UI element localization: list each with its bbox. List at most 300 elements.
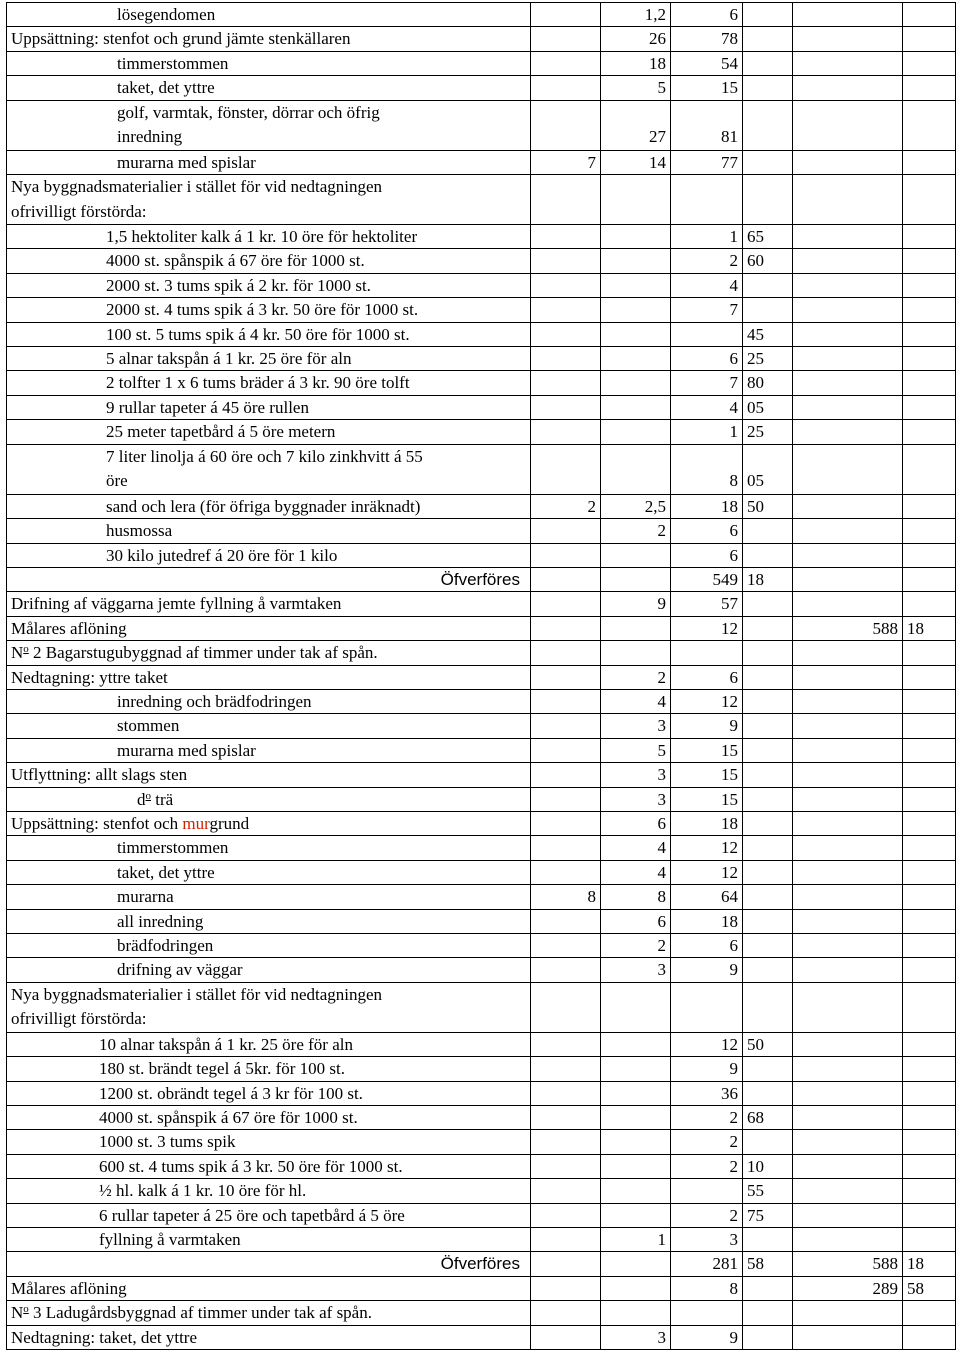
amount-cell-b [601, 1130, 671, 1154]
amount-cell-c: 281 [671, 1252, 743, 1276]
amount-cell-b: 2 [601, 934, 671, 958]
amount-cell-d [743, 175, 793, 225]
amount-cell-e [793, 371, 903, 395]
table-row [7, 249, 956, 273]
table-row [7, 347, 956, 371]
row-description: 25 meter tapetbård á 5 öre metern [7, 420, 531, 444]
row-description: 10 alnar takspån á 1 kr. 25 öre för aln [7, 1032, 531, 1056]
amount-cell-b: 6 [601, 909, 671, 933]
amount-cell-b [601, 444, 671, 494]
amount-cell-f [903, 249, 956, 273]
amount-cell-f [903, 1106, 956, 1130]
amount-cell-f [903, 543, 956, 567]
amount-cell-e [793, 567, 903, 591]
table-row [7, 1179, 956, 1203]
amount-cell-b [601, 543, 671, 567]
amount-cell-e [793, 787, 903, 811]
row-description: fyllning å varmtaken [7, 1228, 531, 1252]
amount-cell-c: 2 [671, 1106, 743, 1130]
table-row [7, 371, 956, 395]
amount-cell-b [601, 175, 671, 225]
amount-cell-c: 9 [671, 958, 743, 982]
amount-cell-e [793, 1081, 903, 1105]
amount-cell-e: 588 [793, 616, 903, 640]
table-row [7, 689, 956, 713]
amount-cell-c: 6 [671, 3, 743, 27]
amount-cell-a [531, 787, 601, 811]
table-row [7, 395, 956, 419]
superscript: o [23, 643, 29, 656]
amount-cell-d [743, 273, 793, 297]
amount-cell-e: 289 [793, 1276, 903, 1300]
table-row [7, 958, 956, 982]
amount-cell-d [743, 787, 793, 811]
amount-cell-b: 4 [601, 860, 671, 884]
row-description: 4000 st. spånspik á 67 öre för 1000 st. [7, 1106, 531, 1130]
amount-cell-e [793, 273, 903, 297]
amount-cell-a [531, 298, 601, 322]
row-description: 2000 st. 4 tums spik á 3 kr. 50 öre för 1000 st. [7, 298, 531, 322]
table-row [7, 444, 956, 494]
amount-cell-c: 81 [671, 100, 743, 150]
amount-cell-b: 4 [601, 836, 671, 860]
row-description: 180 st. brändt tegel á 5kr. för 100 st. [7, 1057, 531, 1081]
amount-cell-e [793, 543, 903, 567]
amount-cell-c: 6 [671, 665, 743, 689]
amount-cell-e [793, 76, 903, 100]
amount-cell-b: 1 [601, 1228, 671, 1252]
amount-cell-f [903, 1203, 956, 1227]
amount-cell-c: 549 [671, 567, 743, 591]
amount-cell-e [793, 3, 903, 27]
amount-cell-c: 2 [671, 1130, 743, 1154]
amount-cell-c: 18 [671, 909, 743, 933]
amount-cell-e [793, 1057, 903, 1081]
amount-cell-f [903, 298, 956, 322]
amount-cell-c: 18 [671, 811, 743, 835]
amount-cell-a [531, 175, 601, 225]
amount-cell-f [903, 3, 956, 27]
amount-cell-d [743, 811, 793, 835]
amount-cell-f [903, 150, 956, 174]
table-row [7, 1301, 956, 1325]
amount-cell-b: 1,2 [601, 3, 671, 27]
amount-cell-c: 6 [671, 934, 743, 958]
table-row [7, 738, 956, 762]
amount-cell-d [743, 1081, 793, 1105]
table-row [7, 322, 956, 346]
amount-cell-f [903, 787, 956, 811]
amount-cell-a [531, 1081, 601, 1105]
amount-cell-c: 7 [671, 298, 743, 322]
amount-cell-c: 1 [671, 225, 743, 249]
amount-cell-b [601, 225, 671, 249]
amount-cell-b [601, 1252, 671, 1276]
amount-cell-a [531, 665, 601, 689]
row-description: Uppsättning: stenfot och murgrund [7, 811, 531, 835]
row-description: Öfverföres [7, 567, 531, 591]
amount-cell-b: 3 [601, 1325, 671, 1349]
amount-cell-a [531, 1301, 601, 1325]
amount-cell-d: 50 [743, 1032, 793, 1056]
table-row [7, 1081, 956, 1105]
row-description: Nya byggnadsmaterialier i stället för vid nedtagningen ofrivilligt förstörda: [7, 175, 531, 225]
amount-cell-a [531, 51, 601, 75]
table-row [7, 567, 956, 591]
amount-cell-a [531, 1276, 601, 1300]
amount-cell-c: 15 [671, 763, 743, 787]
amount-cell-c: 12 [671, 616, 743, 640]
amount-cell-b: 9 [601, 592, 671, 616]
amount-cell-e [793, 763, 903, 787]
amount-cell-d: 10 [743, 1154, 793, 1178]
amount-cell-a [531, 1106, 601, 1130]
amount-cell-e [793, 689, 903, 713]
amount-cell-a [531, 249, 601, 273]
table-row [7, 885, 956, 909]
amount-cell-a [531, 100, 601, 150]
amount-cell-d [743, 958, 793, 982]
table-row [7, 1203, 956, 1227]
row-description: 2000 st. 3 tums spik á 2 kr. för 1000 st. [7, 273, 531, 297]
row-description: ½ hl. kalk á 1 kr. 10 öre för hl. [7, 1179, 531, 1203]
amount-cell-e [793, 592, 903, 616]
row-description: taket, det yttre [7, 860, 531, 884]
amount-cell-f [903, 811, 956, 835]
amount-cell-e [793, 225, 903, 249]
row-description: 5 alnar takspån á 1 kr. 25 öre för aln [7, 347, 531, 371]
amount-cell-f [903, 738, 956, 762]
amount-cell-d [743, 885, 793, 909]
table-row [7, 273, 956, 297]
table-row [7, 1130, 956, 1154]
amount-cell-c: 12 [671, 836, 743, 860]
amount-cell-c [671, 641, 743, 665]
table-row [7, 665, 956, 689]
amount-cell-a: 2 [531, 494, 601, 518]
amount-cell-b [601, 982, 671, 1032]
amount-cell-e [793, 1228, 903, 1252]
amount-cell-a [531, 1154, 601, 1178]
amount-cell-c: 12 [671, 1032, 743, 1056]
amount-cell-c: 18 [671, 494, 743, 518]
amount-cell-a: 7 [531, 150, 601, 174]
row-description: brädfodringen [7, 934, 531, 958]
amount-cell-e [793, 347, 903, 371]
amount-cell-c [671, 322, 743, 346]
amount-cell-f [903, 641, 956, 665]
amount-cell-a [531, 1179, 601, 1203]
table-row [7, 934, 956, 958]
amount-cell-e [793, 982, 903, 1032]
amount-cell-f [903, 225, 956, 249]
amount-cell-d [743, 519, 793, 543]
amount-cell-b [601, 641, 671, 665]
highlighted-text: mur [182, 813, 210, 833]
amount-cell-d [743, 860, 793, 884]
amount-cell-f [903, 322, 956, 346]
amount-cell-a [531, 1228, 601, 1252]
amount-cell-d [743, 51, 793, 75]
amount-cell-f [903, 934, 956, 958]
table-row [7, 1252, 956, 1276]
amount-cell-b: 2 [601, 665, 671, 689]
amount-cell-f [903, 567, 956, 591]
ledger-table [6, 2, 956, 1350]
amount-cell-b [601, 347, 671, 371]
amount-cell-d [743, 1057, 793, 1081]
amount-cell-a [531, 225, 601, 249]
amount-cell-a [531, 420, 601, 444]
amount-cell-e [793, 909, 903, 933]
amount-cell-c: 57 [671, 592, 743, 616]
amount-cell-c: 4 [671, 273, 743, 297]
amount-cell-f [903, 909, 956, 933]
amount-cell-b [601, 1276, 671, 1300]
amount-cell-a [531, 592, 601, 616]
row-description: all inredning [7, 909, 531, 933]
amount-cell-a [531, 958, 601, 982]
table-row [7, 1032, 956, 1056]
amount-cell-f [903, 714, 956, 738]
amount-cell-f: 18 [903, 1252, 956, 1276]
table-row [7, 51, 956, 75]
amount-cell-b: 5 [601, 738, 671, 762]
amount-cell-d [743, 150, 793, 174]
amount-cell-d [743, 298, 793, 322]
amount-cell-a [531, 763, 601, 787]
amount-cell-d [743, 934, 793, 958]
amount-cell-b: 8 [601, 885, 671, 909]
amount-cell-f [903, 982, 956, 1032]
row-description: Nedtagning: yttre taket [7, 665, 531, 689]
row-description: Uppsättning: stenfot och grund jämte stenkällaren [7, 27, 531, 51]
amount-cell-d [743, 1325, 793, 1349]
amount-cell-b [601, 1032, 671, 1056]
row-description: stommen [7, 714, 531, 738]
table-row [7, 225, 956, 249]
amount-cell-f [903, 1057, 956, 1081]
amount-cell-b: 2,5 [601, 494, 671, 518]
amount-cell-f [903, 371, 956, 395]
row-description: $N^o$ 2 Bagarstugubyggnad af timmer under tak af spån. [7, 641, 531, 665]
row-description: 600 st. 4 tums spik á 3 kr. 50 öre för 1000 st. [7, 1154, 531, 1178]
amount-cell-e [793, 1130, 903, 1154]
amount-cell-c: 1 [671, 420, 743, 444]
row-description: Målares aflöning [7, 616, 531, 640]
amount-cell-a [531, 860, 601, 884]
amount-cell-d [743, 616, 793, 640]
amount-cell-c: 3 [671, 1228, 743, 1252]
amount-cell-c: 77 [671, 150, 743, 174]
table-row [7, 150, 956, 174]
amount-cell-e [793, 738, 903, 762]
amount-cell-a [531, 1203, 601, 1227]
amount-cell-d: 45 [743, 322, 793, 346]
amount-cell-f [903, 347, 956, 371]
row-description: $N^o$ 3 Ladugårdsbyggnad af timmer under tak af spån. [7, 1301, 531, 1325]
amount-cell-e [793, 494, 903, 518]
amount-cell-a [531, 909, 601, 933]
amount-cell-c: 9 [671, 714, 743, 738]
amount-cell-d [743, 689, 793, 713]
amount-cell-d [743, 543, 793, 567]
amount-cell-d: 55 [743, 1179, 793, 1203]
amount-cell-b: 6 [601, 811, 671, 835]
amount-cell-b [601, 1106, 671, 1130]
ledger-body [7, 3, 956, 1350]
table-row [7, 27, 956, 51]
table-row [7, 787, 956, 811]
table-row [7, 592, 956, 616]
amount-cell-a [531, 836, 601, 860]
amount-cell-d: 25 [743, 420, 793, 444]
amount-cell-e [793, 1032, 903, 1056]
amount-cell-f [903, 420, 956, 444]
amount-cell-e [793, 420, 903, 444]
amount-cell-c [671, 1301, 743, 1325]
table-row [7, 909, 956, 933]
amount-cell-c: 6 [671, 543, 743, 567]
amount-cell-e [793, 811, 903, 835]
table-row [7, 1106, 956, 1130]
amount-cell-a [531, 616, 601, 640]
amount-cell-b [601, 1154, 671, 1178]
superscript: o [23, 1303, 29, 1316]
amount-cell-f [903, 885, 956, 909]
amount-cell-f [903, 1179, 956, 1203]
amount-cell-a [531, 322, 601, 346]
amount-cell-c [671, 982, 743, 1032]
amount-cell-c: 15 [671, 787, 743, 811]
amount-cell-c: 7 [671, 371, 743, 395]
row-description: 100 st. 5 tums spik á 4 kr. 50 öre för 1000 st. [7, 322, 531, 346]
amount-cell-b: 27 [601, 100, 671, 150]
amount-cell-c: 36 [671, 1081, 743, 1105]
row-description: taket, det yttre [7, 76, 531, 100]
amount-cell-b [601, 616, 671, 640]
row-description: Målares aflöning [7, 1276, 531, 1300]
table-row [7, 1228, 956, 1252]
amount-cell-e [793, 641, 903, 665]
amount-cell-b [601, 1301, 671, 1325]
amount-cell-b: 3 [601, 714, 671, 738]
amount-cell-a [531, 641, 601, 665]
amount-cell-b [601, 567, 671, 591]
table-row [7, 543, 956, 567]
amount-cell-b: 18 [601, 51, 671, 75]
amount-cell-b: 4 [601, 689, 671, 713]
amount-cell-a [531, 76, 601, 100]
amount-cell-a [531, 519, 601, 543]
amount-cell-c: 2 [671, 249, 743, 273]
amount-cell-d: 75 [743, 1203, 793, 1227]
amount-cell-e [793, 836, 903, 860]
amount-cell-b [601, 1057, 671, 1081]
row-description: Nya byggnadsmaterialier i stället för vid nedtagningen ofrivilligt förstörda: [7, 982, 531, 1032]
amount-cell-f [903, 76, 956, 100]
amount-cell-b [601, 1081, 671, 1105]
table-row [7, 1057, 956, 1081]
row-description: lösegendomen [7, 3, 531, 27]
row-description: 2 tolfter 1 x 6 tums bräder á 3 kr. 90 öre tolft [7, 371, 531, 395]
amount-cell-a [531, 395, 601, 419]
table-row [7, 763, 956, 787]
amount-cell-f [903, 395, 956, 419]
row-description: timmerstommen [7, 51, 531, 75]
amount-cell-c: 78 [671, 27, 743, 51]
amount-cell-e [793, 395, 903, 419]
amount-cell-f [903, 51, 956, 75]
row-description: timmerstommen [7, 836, 531, 860]
amount-cell-d [743, 909, 793, 933]
amount-cell-a [531, 1252, 601, 1276]
amount-cell-d [743, 763, 793, 787]
amount-cell-f [903, 665, 956, 689]
amount-cell-c: 54 [671, 51, 743, 75]
amount-cell-f [903, 519, 956, 543]
amount-cell-d [743, 836, 793, 860]
row-description: inredning och brädfodringen [7, 689, 531, 713]
amount-cell-a [531, 347, 601, 371]
amount-cell-d [743, 982, 793, 1032]
amount-cell-e [793, 27, 903, 51]
amount-cell-f [903, 860, 956, 884]
amount-cell-c: 9 [671, 1325, 743, 1349]
amount-cell-a [531, 371, 601, 395]
amount-cell-a [531, 689, 601, 713]
row-description: 9 rullar tapeter á 45 öre rullen [7, 395, 531, 419]
amount-cell-b: 3 [601, 787, 671, 811]
amount-cell-b [601, 249, 671, 273]
amount-cell-d: 05 [743, 395, 793, 419]
amount-cell-e [793, 958, 903, 982]
amount-cell-a [531, 1057, 601, 1081]
table-row [7, 836, 956, 860]
amount-cell-c: 64 [671, 885, 743, 909]
amount-cell-f [903, 592, 956, 616]
amount-cell-f [903, 1154, 956, 1178]
amount-cell-b: 3 [601, 763, 671, 787]
amount-cell-f [903, 836, 956, 860]
row-description: 7 liter linolja á 60 öre och 7 kilo zinkhvitt á 55 öre [7, 444, 531, 494]
amount-cell-c: 8 [671, 1276, 743, 1300]
amount-cell-c: 6 [671, 347, 743, 371]
table-row [7, 519, 956, 543]
amount-cell-a [531, 1130, 601, 1154]
amount-cell-a [531, 444, 601, 494]
amount-cell-b [601, 298, 671, 322]
amount-cell-f [903, 1130, 956, 1154]
table-row [7, 1325, 956, 1349]
table-row [7, 982, 956, 1032]
amount-cell-b [601, 273, 671, 297]
amount-cell-c: 4 [671, 395, 743, 419]
amount-cell-b [601, 371, 671, 395]
amount-cell-d: 58 [743, 1252, 793, 1276]
amount-cell-d [743, 641, 793, 665]
amount-cell-e [793, 100, 903, 150]
amount-cell-b: 14 [601, 150, 671, 174]
amount-cell-a [531, 934, 601, 958]
row-description: drifning av väggar [7, 958, 531, 982]
amount-cell-b [601, 1179, 671, 1203]
amount-cell-d [743, 738, 793, 762]
table-row [7, 100, 956, 150]
amount-cell-f [903, 175, 956, 225]
amount-cell-f [903, 494, 956, 518]
table-row [7, 1154, 956, 1178]
